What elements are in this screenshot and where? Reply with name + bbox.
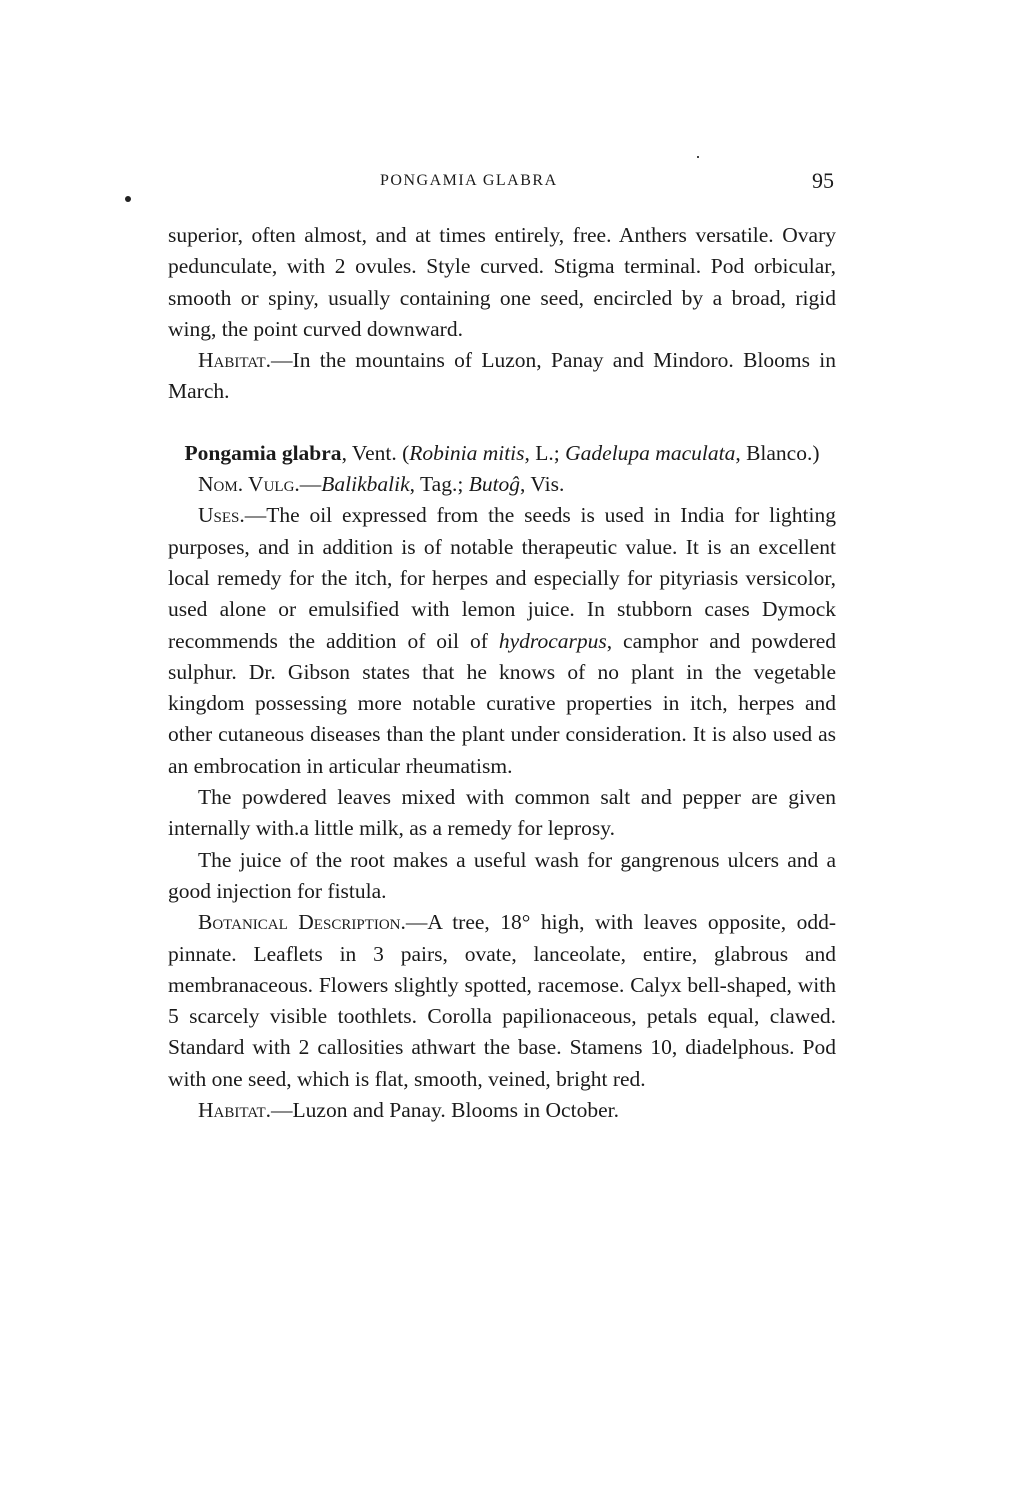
synonym-1-author: , L.; <box>524 440 566 465</box>
habitat-text-2: —Luzon and Panay. Blooms in October. <box>271 1098 619 1123</box>
habitat-label-2: Habitat. <box>198 1098 272 1123</box>
vernacular-name-1: Balikbalik <box>321 472 410 497</box>
paragraph-continuation: superior, often almost, and at times entirely, free. Anthers versatile. Ovary pedunculate, with 2 ovules. Style curved. Stigma terminal. Pod orbicular, smooth or spiny, usually containing one seed, encircled by a broad, rigid wing, the point curved downward. <box>168 223 836 341</box>
leaves-paragraph: The powdered leaves mixed with common salt and pepper are given internally with.a little milk, as a remedy for leprosy. <box>168 785 836 841</box>
uses-text-a: —The oil expressed from the seeds is used in India for lighting purposes, and in addition is of notable therapeutic value. It is an excellent local remedy for the itch, for herpes and especially for pityriasis versicolor, used alone or emulsified with lemon juice. In stubborn cases Dymock recommends the addition of oil of <box>168 503 836 653</box>
stray-ink-dot <box>125 196 131 202</box>
synonym-2: Gadelupa maculata <box>565 440 736 465</box>
nom-vulg-label: Nom. Vulg. <box>198 472 300 497</box>
botanical-description-paragraph <box>168 907 836 1095</box>
species-heading <box>168 438 836 469</box>
running-title: PONGAMIA GLABRA <box>380 172 558 189</box>
uses-label: Uses. <box>198 503 245 528</box>
habitat-paragraph-1 <box>168 345 836 408</box>
vernacular-names <box>168 469 836 500</box>
species-name: Pongamia glabra <box>184 440 342 465</box>
synonym-2-author: , Blanco.) <box>735 440 820 465</box>
page-number: 95 <box>812 168 834 193</box>
habitat-text: —In the mountains of Luzon, Panay and Mindoro. Blooms in March. <box>168 348 836 404</box>
vernacular-lang-2: , Vis. <box>520 472 565 497</box>
habitat-paragraph-2 <box>168 1095 836 1126</box>
uses-paragraph <box>168 500 836 782</box>
botanical-description-label: Botanical Description. <box>198 910 406 935</box>
species-author: , Vent. ( <box>341 440 410 465</box>
uses-italic-term: hydrocarpus <box>498 628 607 653</box>
vernacular-lang-1: , Tag.; <box>409 472 469 497</box>
stray-ink-mark <box>697 156 699 158</box>
uses-text-b: , camphor and powdered sulphur. Dr. Gibson states that he knows of no plant in the vegetable kingdom possessing more notable curative properties in itch, herpes and other cutaneous diseases than the plant under consideration. It is also used as an embrocation in articular rheumatism. <box>168 628 836 778</box>
root-juice-paragraph: The juice of the root makes a useful wash for gangrenous ulcers and a good injection for fistula. <box>168 847 836 903</box>
vernacular-name-2: Butoĝ <box>468 472 521 497</box>
botanical-description-text: —A tree, 18° high, with leaves opposite, odd-pinnate. Leaflets in 3 pairs, ovate, lanceolate, entire, glabrous and membranaceous. Flowers slightly spotted, racemose. Calyx bell-shaped, with 5 scarcely visible toothlets. Corolla papilionaceous, petals equal, clawed. Standard with 2 callosities athwart the base. Stamens 10, diadelphous. Pod with one seed, which is flat, smooth, veined, bright red. <box>168 910 836 1091</box>
nom-dash: — <box>299 472 322 497</box>
body-text <box>168 220 836 1126</box>
synonym-1: Robinia mitis <box>409 440 525 465</box>
habitat-label: Habitat. <box>198 348 272 373</box>
